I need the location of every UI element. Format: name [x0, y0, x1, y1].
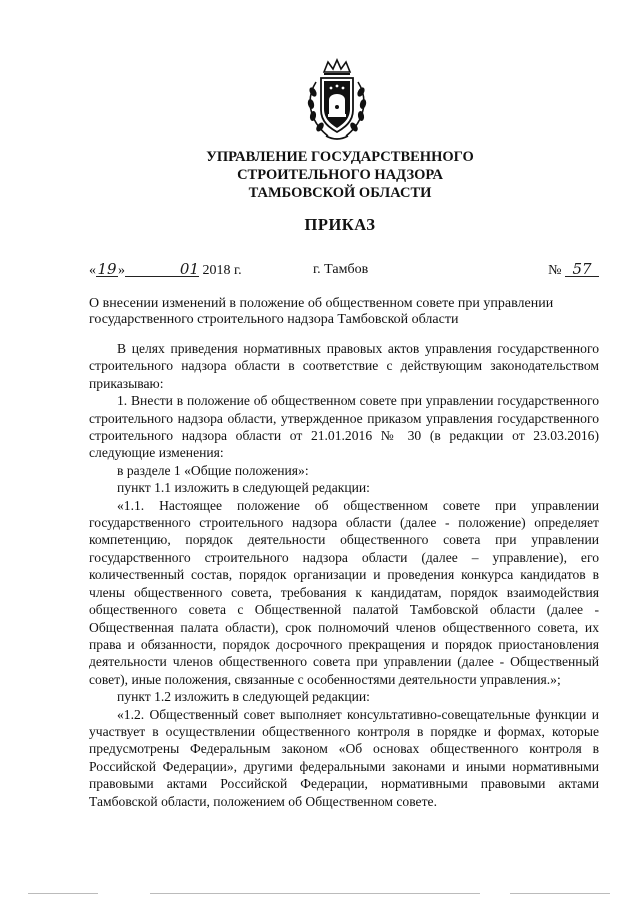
scan-edge-line [150, 893, 480, 894]
paragraph-point-1-1-intro: пункт 1.1 изложить в следующей редакции: [117, 480, 370, 496]
paragraph-item-1: 1. Внести в положение об общественном совете при управлении государственного строительного надзора области, утвержденное приказом управления государственного строительного надзора области от 21.01.2016 № 30 (в редакции от 23.03.2016) следующие изменения: [89, 393, 599, 461]
paragraph-point-1-2: «1.2. Общественный совет выполняет консультативно-совещательные функции и участвует в осуществлении общественного контроля в порядке и формах, которые предусмотрены Федеральным законом «Об основах общественного контроля в Российской Федерации», другими федеральными законами и иными нормативными правовыми актами Российской Федерации, нормативными правовыми актами Тамбовской области, положением об Общественном совете. [89, 706, 599, 809]
org-title-line-1: УПРАВЛЕНИЕ ГОСУДАРСТВЕННОГО [206, 149, 474, 165]
order-date [89, 262, 242, 279]
organization-title [0, 148, 640, 202]
paragraph-preamble: В целях приведения нормативных правовых актов управления государственного строительного надзора области в соответствие с действующим законодательством приказываю: [89, 341, 599, 391]
scan-edge-line [28, 893, 98, 894]
coat-of-arms-icon [302, 58, 372, 144]
handwritten-number: 57 [565, 262, 599, 277]
order-year: 2018 г. [202, 263, 242, 278]
order-number [548, 262, 599, 279]
handwritten-month: 01 [125, 262, 199, 277]
document-type: ПРИКАЗ [304, 215, 376, 234]
order-body [89, 340, 599, 810]
order-subject: О внесении изменений в положение об общественном совете при управлении государственного строительного надзора Тамбовской области [89, 296, 554, 327]
date-open-quote: « [89, 263, 96, 278]
order-meta-row [89, 262, 599, 284]
order-city: г. Тамбов [313, 262, 369, 277]
date-close-quote: » [118, 263, 125, 278]
paragraph-point-1-2-intro: пункт 1.2 изложить в следующей редакции: [117, 689, 370, 705]
handwritten-day: 19 [97, 260, 117, 278]
scan-edge-line [510, 893, 610, 894]
org-title-line-3: ТАМБОВСКОЙ ОБЛАСТИ [248, 185, 432, 201]
paragraph-section-1: в разделе 1 «Общие положения»: [117, 462, 309, 478]
paragraph-point-1-1: «1.1. Настоящее положение об общественном совете при управлении государственного строительного надзора области (далее - положение) определяет компетенцию, порядок деятельности общественного совета при управлении государственного строительного надзора области (далее – управление), его количественный состав, порядок организации и проведения конкурса кандидатов в члены общественного совета, требования к кандидатам, порядок взаимодействия общественного совета с Общественной палатой Тамбовской области (далее - Общественная палата области), срок полномочий членов общественного совета, их права и обязанности, порядок досрочного прекращения и порядок приостановления деятельности членов общественного совета при управлении (далее - Общественный совет), иные положения, связанные с особенностями деятельности управления.»; [89, 497, 599, 687]
number-label: № [548, 263, 562, 278]
org-title-line-2: СТРОИТЕЛЬНОГО НАДЗОРА [237, 167, 443, 183]
